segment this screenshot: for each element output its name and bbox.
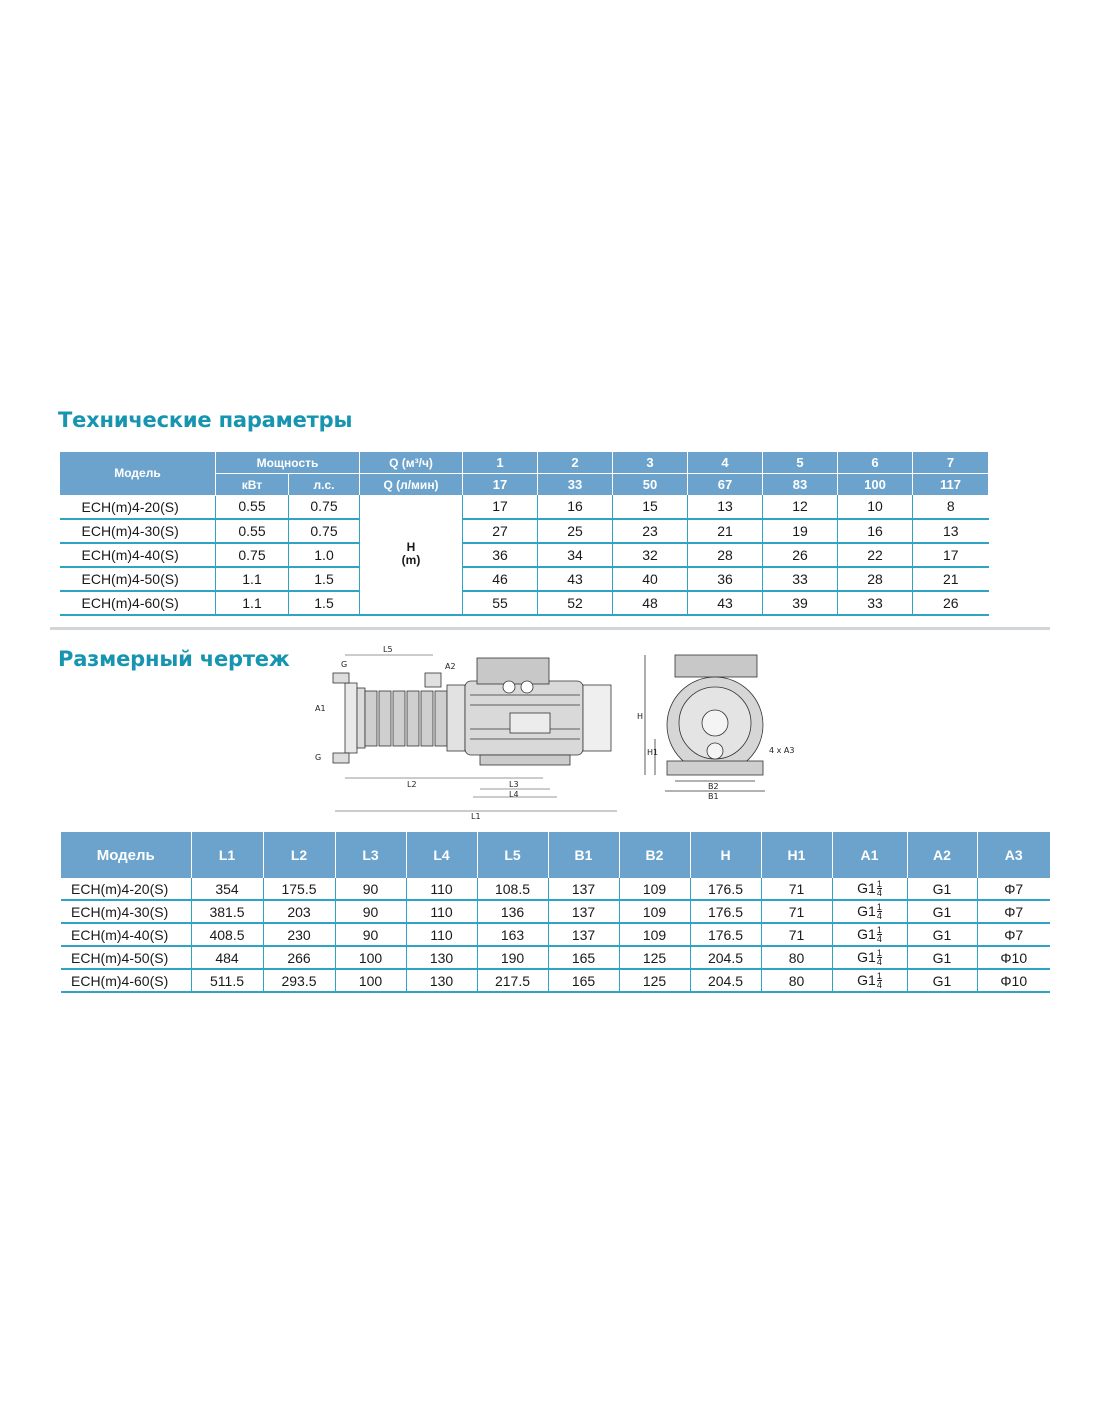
dims-h1: 80: [761, 946, 832, 969]
dims-header-a1: A1: [832, 832, 907, 878]
perf-head-value: 46: [463, 567, 538, 591]
perf-head-value: 55: [463, 591, 538, 615]
dims-h1: 80: [761, 969, 832, 992]
perf-head-value: 17: [463, 495, 538, 519]
table-row: [61, 946, 1050, 969]
dims-a2: G1: [907, 878, 977, 900]
dims-model: ECH(m)4-40(S): [61, 923, 191, 946]
perf-head-value: 34: [538, 543, 613, 567]
perf-head-value: 28: [838, 567, 913, 591]
table-row: [61, 969, 1050, 992]
dims-b1: 137: [548, 923, 619, 946]
section-divider: [50, 627, 1050, 630]
perf-head-value: 43: [688, 591, 763, 615]
perf-q-lmin-4: 67: [688, 474, 763, 496]
dims-l2: 203: [263, 900, 335, 923]
dims-l3: 90: [335, 900, 406, 923]
dims-a1: [832, 878, 907, 900]
dims-h: 204.5: [690, 946, 761, 969]
dims-l5: 217.5: [477, 969, 548, 992]
dims-l5: 108.5: [477, 878, 548, 900]
dims-a3: Φ10: [977, 946, 1050, 969]
a1-frac-num: 1: [876, 925, 882, 936]
a1-frac-den: 4: [876, 934, 882, 945]
perf-q-m3-4: 4: [688, 452, 763, 474]
dims-a3: Φ7: [977, 923, 1050, 946]
dims-l3: 100: [335, 969, 406, 992]
perf-model: ECH(m)4-50(S): [60, 567, 216, 591]
dims-l4: 110: [406, 923, 477, 946]
a1-frac-den: 4: [876, 911, 882, 922]
dims-header-l1: L1: [191, 832, 263, 878]
a1-frac-den: 4: [876, 957, 882, 968]
dims-l3: 90: [335, 878, 406, 900]
perf-head-value: 52: [538, 591, 613, 615]
perf-q-m3-6: 6: [838, 452, 913, 474]
a1-fraction: [877, 972, 882, 989]
a1-frac-den: 4: [876, 888, 882, 899]
perf-hp: 0.75: [289, 495, 360, 519]
table-row: [60, 495, 989, 519]
a1-frac-num: 1: [876, 971, 882, 982]
dims-a3: Φ10: [977, 969, 1050, 992]
table-row: [60, 519, 989, 543]
dims-l5: 163: [477, 923, 548, 946]
dims-b2: 109: [619, 923, 690, 946]
dims-l2: 266: [263, 946, 335, 969]
dims-b1: 165: [548, 946, 619, 969]
perf-model: ECH(m)4-60(S): [60, 591, 216, 615]
perf-kw: 1.1: [216, 591, 289, 615]
perf-q-m3-7: 7: [913, 452, 989, 474]
dims-h1: 71: [761, 900, 832, 923]
dims-b1: 137: [548, 900, 619, 923]
perf-head-value: 22: [838, 543, 913, 567]
perf-q-lmin-1: 17: [463, 474, 538, 496]
table-row: [61, 878, 1050, 900]
dims-b2: 125: [619, 969, 690, 992]
perf-head-value: 25: [538, 519, 613, 543]
perf-header-kw: кВт: [216, 474, 289, 496]
dims-b1: 165: [548, 969, 619, 992]
dims-a2: G1: [907, 900, 977, 923]
drawing-section-title: Размерный чертеж: [58, 647, 290, 671]
a1-fraction: [877, 949, 882, 966]
a1-fraction: [877, 903, 882, 920]
perf-head-value: 26: [913, 591, 989, 615]
perf-head-value: 12: [763, 495, 838, 519]
label-a3: 4 x A3: [769, 746, 795, 755]
perf-q-lmin-7: 117: [913, 474, 989, 496]
dims-model: ECH(m)4-60(S): [61, 969, 191, 992]
dims-model: ECH(m)4-20(S): [61, 878, 191, 900]
dims-header-a2: A2: [907, 832, 977, 878]
perf-hp: 1.5: [289, 567, 360, 591]
perf-head-label-h: H: [406, 540, 416, 555]
label-l5: L5: [383, 645, 393, 654]
table-row: [61, 923, 1050, 946]
performance-section-title: Технические параметры: [58, 408, 353, 432]
perf-head-value: 33: [763, 567, 838, 591]
perf-head-label-unit: (m): [401, 553, 421, 568]
dims-l1: 511.5: [191, 969, 263, 992]
dims-h: 176.5: [690, 878, 761, 900]
perf-model: ECH(m)4-40(S): [60, 543, 216, 567]
dims-a1: [832, 946, 907, 969]
table-row: [61, 900, 1050, 923]
dims-header-row: [61, 832, 1050, 878]
dims-l3: 90: [335, 923, 406, 946]
perf-head-value: 26: [763, 543, 838, 567]
perf-head-value: 23: [613, 519, 688, 543]
dims-h1: 71: [761, 923, 832, 946]
dims-model: ECH(m)4-50(S): [61, 946, 191, 969]
dims-header-l4: L4: [406, 832, 477, 878]
perf-head-value: 36: [463, 543, 538, 567]
dims-b2: 109: [619, 878, 690, 900]
label-a2: A2: [445, 662, 456, 671]
dims-header-a3: A3: [977, 832, 1050, 878]
label-g-bottom: G: [315, 753, 322, 762]
dims-l1: 354: [191, 878, 263, 900]
a1-fraction: [877, 926, 882, 943]
pump-front-view: [645, 655, 765, 791]
perf-q-lmin-3: 50: [613, 474, 688, 496]
dims-a1: [832, 969, 907, 992]
perf-head-value: 28: [688, 543, 763, 567]
dims-header-b1: B1: [548, 832, 619, 878]
perf-head-value: 40: [613, 567, 688, 591]
perf-header-model: Модель: [60, 452, 216, 495]
perf-header-power: Мощность: [216, 452, 360, 474]
dims-b1: 137: [548, 878, 619, 900]
label-a1: A1: [315, 704, 326, 713]
dims-header-h1: H1: [761, 832, 832, 878]
perf-q-m3-1: 1: [463, 452, 538, 474]
perf-head-value: 16: [538, 495, 613, 519]
perf-hp: 1.0: [289, 543, 360, 567]
dims-a1: [832, 923, 907, 946]
a1-frac-num: 1: [876, 879, 882, 890]
dims-l2: 293.5: [263, 969, 335, 992]
label-b2: B2: [708, 782, 719, 791]
perf-hp: 0.75: [289, 519, 360, 543]
perf-q-lmin-2: 33: [538, 474, 613, 496]
dims-l2: 230: [263, 923, 335, 946]
perf-head-value: 43: [538, 567, 613, 591]
perf-q-lmin-6: 100: [838, 474, 913, 496]
perf-head-value: 32: [613, 543, 688, 567]
perf-head-value: 15: [613, 495, 688, 519]
perf-kw: 0.55: [216, 519, 289, 543]
label-b1: B1: [708, 792, 719, 801]
dims-header-model: Модель: [61, 832, 191, 878]
performance-table: [59, 452, 989, 616]
label-h1: H1: [647, 748, 659, 757]
perf-head-value: 21: [913, 567, 989, 591]
dims-b2: 125: [619, 946, 690, 969]
perf-head-label: [360, 495, 463, 615]
perf-model: ECH(m)4-30(S): [60, 519, 216, 543]
dims-l2: 175.5: [263, 878, 335, 900]
dims-model: ECH(m)4-30(S): [61, 900, 191, 923]
label-g-top: G: [341, 660, 348, 669]
perf-header-q-lmin: Q (л/мин): [360, 474, 463, 496]
perf-head-value: 13: [913, 519, 989, 543]
a1-prefix: G1: [857, 971, 876, 988]
perf-kw: 0.75: [216, 543, 289, 567]
dims-header-l3: L3: [335, 832, 406, 878]
dims-a3: Φ7: [977, 878, 1050, 900]
perf-head-value: 33: [838, 591, 913, 615]
perf-hp: 1.5: [289, 591, 360, 615]
table-row: [60, 591, 989, 615]
dims-header-l5: L5: [477, 832, 548, 878]
dims-header-l2: L2: [263, 832, 335, 878]
dims-a3: Φ7: [977, 900, 1050, 923]
a1-prefix: G1: [857, 948, 876, 965]
dims-b2: 109: [619, 900, 690, 923]
perf-head-value: 8: [913, 495, 989, 519]
dims-h: 176.5: [690, 923, 761, 946]
perf-q-m3-5: 5: [763, 452, 838, 474]
dims-l4: 110: [406, 878, 477, 900]
perf-header-q-m3: Q (м³/ч): [360, 452, 463, 474]
perf-head-value: 10: [838, 495, 913, 519]
perf-head-value: 48: [613, 591, 688, 615]
perf-head-value: 39: [763, 591, 838, 615]
dims-l5: 190: [477, 946, 548, 969]
dims-header-h: H: [690, 832, 761, 878]
perf-model: ECH(m)4-20(S): [60, 495, 216, 519]
a1-fraction: [877, 880, 882, 897]
perf-head-value: 36: [688, 567, 763, 591]
a1-prefix: G1: [857, 879, 876, 896]
perf-q-m3-3: 3: [613, 452, 688, 474]
pump-side-view: [333, 658, 611, 765]
dims-a2: G1: [907, 969, 977, 992]
dims-l1: 408.5: [191, 923, 263, 946]
dims-h: 176.5: [690, 900, 761, 923]
dims-a1: [832, 900, 907, 923]
perf-header-hp: л.с.: [289, 474, 360, 496]
label-h: H: [637, 712, 644, 721]
perf-q-lmin-5: 83: [763, 474, 838, 496]
dimensions-table: [61, 832, 1050, 993]
perf-head-value: 17: [913, 543, 989, 567]
dims-h: 204.5: [690, 969, 761, 992]
perf-head-value: 19: [763, 519, 838, 543]
perf-head-value: 13: [688, 495, 763, 519]
label-l2: L2: [407, 780, 417, 789]
dims-a2: G1: [907, 923, 977, 946]
dims-l1: 381.5: [191, 900, 263, 923]
a1-frac-num: 1: [876, 948, 882, 959]
dims-l4: 110: [406, 900, 477, 923]
label-l3: L3: [509, 780, 519, 789]
perf-head-value: 21: [688, 519, 763, 543]
dims-h1: 71: [761, 878, 832, 900]
dims-header-b2: B2: [619, 832, 690, 878]
dims-l1: 484: [191, 946, 263, 969]
a1-prefix: G1: [857, 925, 876, 942]
table-row: [60, 543, 989, 567]
perf-kw: 0.55: [216, 495, 289, 519]
dimension-drawing: [305, 643, 805, 823]
dims-l4: 130: [406, 946, 477, 969]
dims-l5: 136: [477, 900, 548, 923]
perf-head-value: 27: [463, 519, 538, 543]
dims-l3: 100: [335, 946, 406, 969]
a1-frac-den: 4: [876, 980, 882, 991]
dims-a2: G1: [907, 946, 977, 969]
label-l4: L4: [509, 790, 519, 799]
perf-kw: 1.1: [216, 567, 289, 591]
perf-header-row-1: [60, 452, 989, 474]
dims-l4: 130: [406, 969, 477, 992]
perf-head-value: 16: [838, 519, 913, 543]
a1-frac-num: 1: [876, 902, 882, 913]
perf-q-m3-2: 2: [538, 452, 613, 474]
label-l1: L1: [471, 812, 481, 821]
a1-prefix: G1: [857, 902, 876, 919]
table-row: [60, 567, 989, 591]
